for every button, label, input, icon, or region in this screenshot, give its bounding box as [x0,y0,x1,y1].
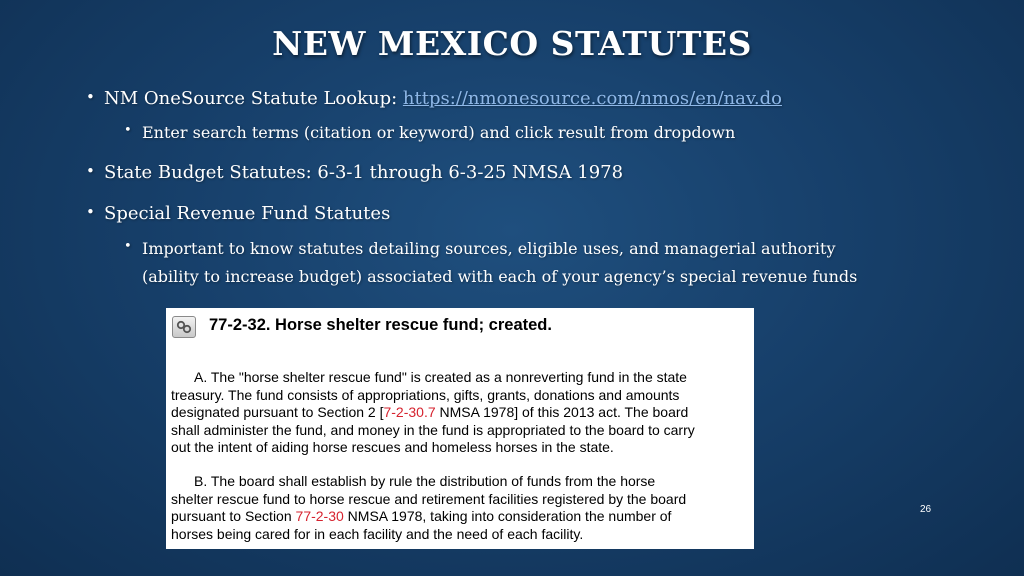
bullet-dot-icon: • [86,88,95,106]
bullet-onesource [86,88,782,109]
section-b-line3 [171,508,753,526]
section-b-line3-end: NMSA 1978, taking into consideration the number of [343,508,672,525]
statute-excerpt [166,308,754,549]
link-chain-icon[interactable] [172,316,196,338]
section-b-line4: horses being cared for in each facility and the need of each facility. [171,525,584,542]
bullet-budget-statutes-text: State Budget Statutes: 6-3-1 through 6-3-25 NMSA 1978 [104,162,624,183]
sub-bullet-important-line1: Important to know statutes detailing sources, eligible uses, and managerial authority [142,239,836,258]
bullet-budget-statutes [86,162,624,183]
section-a-line3-end: NMSA 1978] of this 2013 act. The board [435,404,689,421]
slide-title: NEW MEXICO STATUTES [272,24,752,63]
statute-link-7-2-30-7[interactable]: 7-2-30.7 [383,404,436,421]
section-a-line3-start: designated pursuant to Section 2 [ [171,404,384,421]
bullet-dot-icon: • [124,239,132,254]
section-b-line3-start: pursuant to Section [171,508,296,525]
section-b-line2: shelter rescue fund to horse rescue and retirement facilities registered by the board [171,490,687,507]
bullet-special-revenue-text: Special Revenue Fund Statutes [104,203,391,224]
sub-bullet-search [124,123,736,142]
bullet-dot-icon: • [86,203,95,221]
section-b-line1: B. The board shall establish by rule the distribution of funds from the horse [194,473,656,489]
onesource-link[interactable]: https://nmonesource.com/nmos/en/nav.do [402,88,782,109]
section-a-line5: out the intent of aiding horse rescues and homeless horses in the state. [171,439,614,456]
statute-section-a [171,369,753,457]
bullet-special-revenue [86,203,391,224]
sub-bullet-important-cont [142,267,857,286]
page-number: 26 [920,504,932,515]
section-a-line4: shall administer the fund, and money in the fund is appropriated to the board to carry [171,421,695,438]
section-a-line1: A. The "horse shelter rescue fund" is created as a nonreverting fund in the state [194,369,687,385]
sub-bullet-important-line2: (ability to increase budget) associated with each of your agency’s special revenue funds [142,267,858,286]
section-a-line2: treasury. The fund consists of appropriations, gifts, grants, donations and amounts [171,386,680,403]
statute-link-77-2-30[interactable]: 77-2-30 [295,508,344,525]
statute-section-b [171,473,753,543]
bullet-dot-icon: • [86,162,95,180]
sub-bullet-important [124,239,836,258]
sub-bullet-search-text: Enter search terms (citation or keyword) and click result from dropdown [142,123,736,142]
bullet-onesource-label: NM OneSource Statute Lookup: [104,88,403,109]
statute-heading: 77-2-32. Horse shelter rescue fund; created. [209,316,552,334]
bullet-dot-icon: • [124,123,132,138]
section-a-line3 [171,404,753,422]
